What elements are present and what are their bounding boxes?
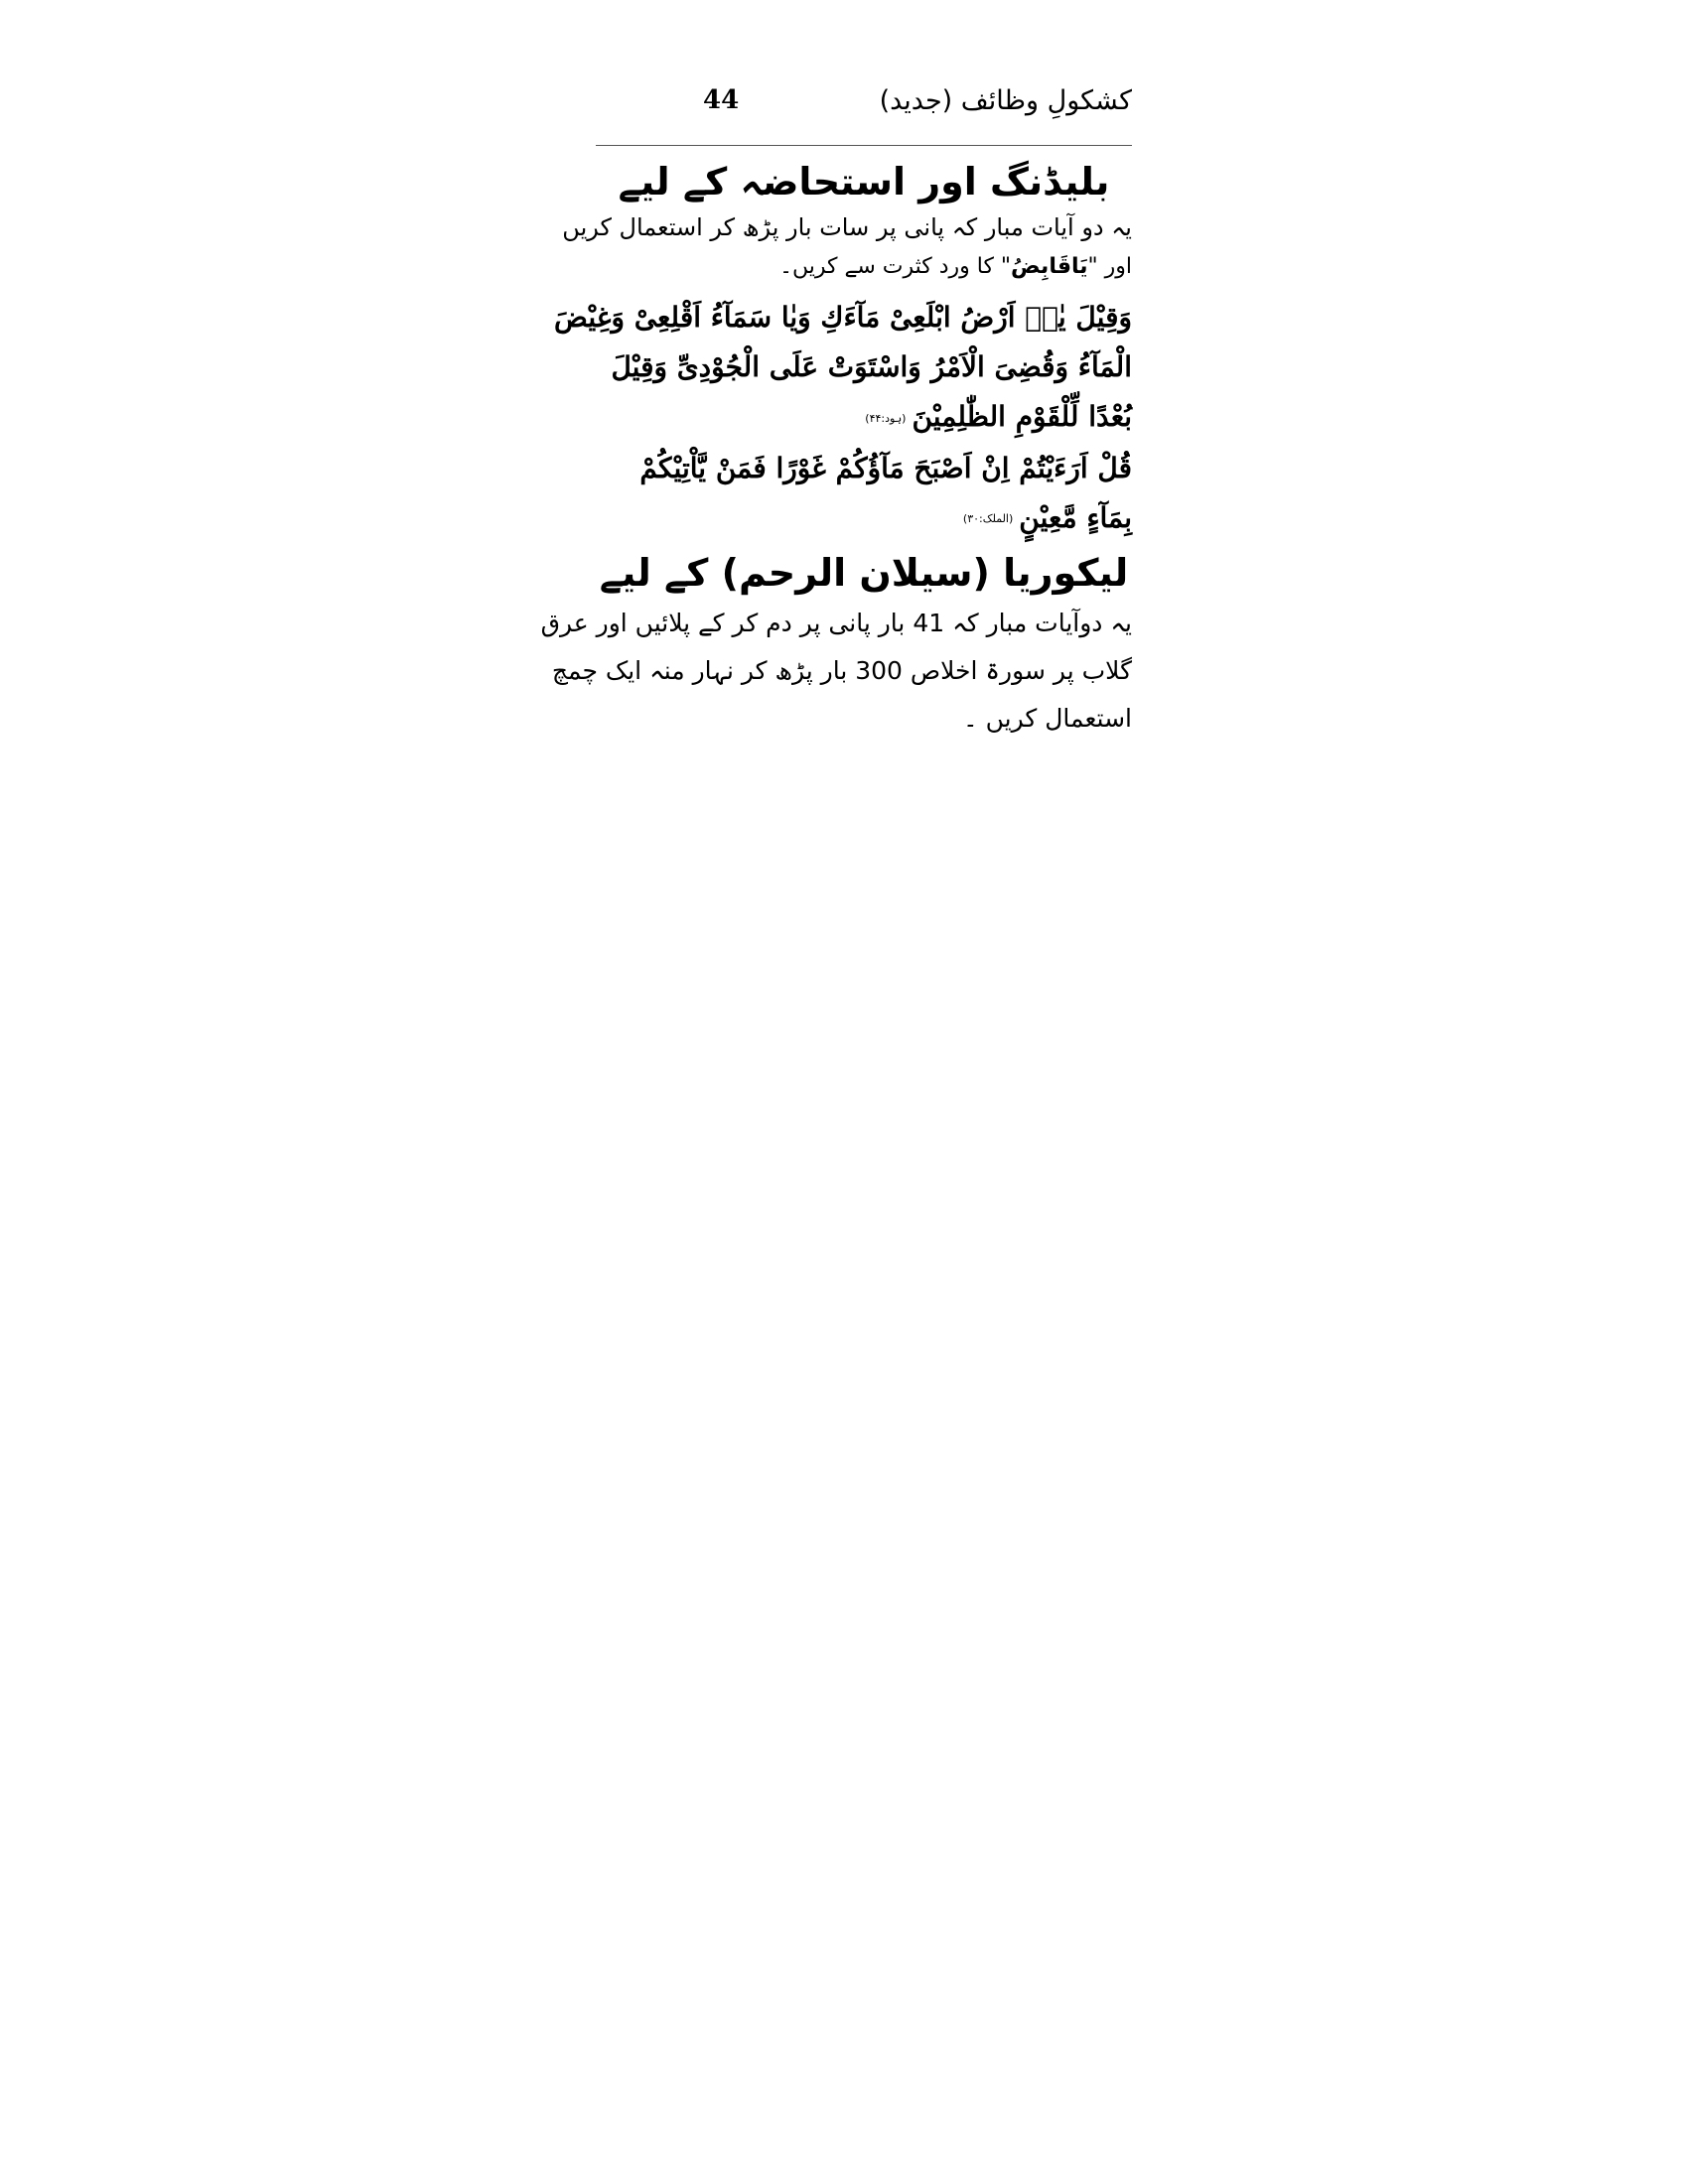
page-number: 44 xyxy=(703,85,740,115)
book-title: کشکولِ وظائف (جدید) xyxy=(879,85,1132,116)
verse-1-line-3-text: بُعْدًا لِّلْقَوْمِ الظّٰلِمِیْنَ xyxy=(912,400,1132,434)
verse-2-line-2-text: بِمَآءٍ مَّعِیْنٍ xyxy=(1019,500,1132,534)
running-header xyxy=(596,79,1132,123)
intro-line-2 xyxy=(596,247,1132,287)
intro-line-1: یہ دو آیات مبار کہ پانی پر سات بار پڑھ کر استعمال کریں xyxy=(562,213,1132,242)
verse-1-reference: (ہود:۴۴) xyxy=(865,411,907,425)
section-heading-leucorrhea: لیکوریا (سیلان الرحم) کے لیے xyxy=(599,551,1129,596)
section-leucorrhea xyxy=(540,548,1132,742)
verse-1-line-3 xyxy=(596,392,1132,444)
verse-1-line-1: وَقِیْلَ یٰاۤ اَرْضُ ابْلَعِیْ مَآءَكِ وَیٰا سَمَآءُ اَقْلِعِیْ وَغِیْضَ xyxy=(554,301,1132,335)
verse-2-line-1: قُلْ اَرَءَیْتُمْ اِنْ اَصْبَحَ مَآؤُكُمْ غَوْرًا فَمَنْ یَّاْتِیْكُمْ xyxy=(639,451,1132,484)
verse-2-reference: (الملک:۳۰) xyxy=(962,512,1014,526)
body-line-3: استعمال کریں ۔ xyxy=(963,703,1132,733)
section-bleeding xyxy=(554,157,1132,544)
body-line-1: یہ دوآیات مبار کہ 41 بار پانی پر دم کر کے پلائیں اور عرق xyxy=(540,608,1132,637)
section-heading-bleeding: بلیڈنگ اور استحاضہ کے لیے xyxy=(618,160,1110,204)
book-page xyxy=(540,79,1132,743)
intro-line-2-before: اور " xyxy=(1087,254,1132,280)
verse-1-line-2: الْمَآءُ وَقُضِیَ الْاَمْرُ وَاسْتَوَتْ عَلَى الْجُوْدِیِّ وَقِیْلَ xyxy=(611,350,1132,384)
header-divider xyxy=(596,145,1132,146)
body-line-2: گلاب پر سورۃ اخلاص 300 بار پڑھ کر نہار منہ ایک چمچ xyxy=(551,655,1132,685)
verse-2-line-2 xyxy=(596,493,1132,545)
divine-name-ya-qabiz: یَاقَابِضُ xyxy=(1011,254,1088,280)
intro-line-2-after: " کا ورد کثرت سے کریں۔ xyxy=(779,254,1012,280)
